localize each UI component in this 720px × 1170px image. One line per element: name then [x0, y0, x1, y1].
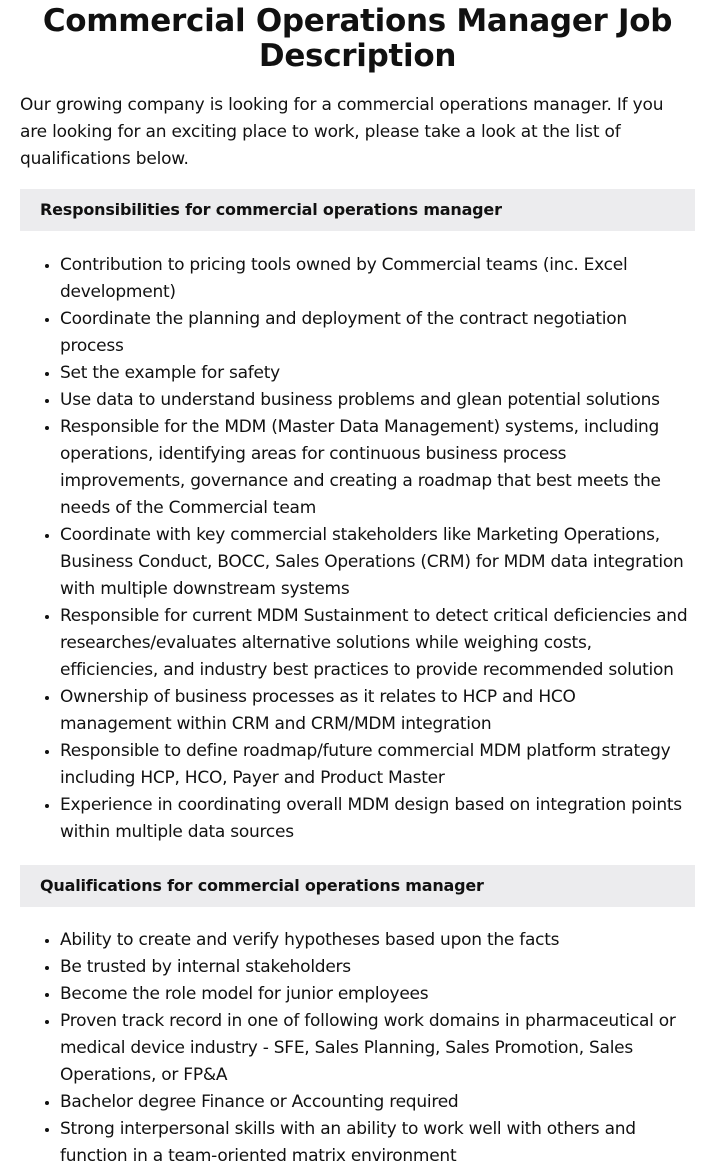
list-item: • Use data to understand business problems and glean potential solutions: [60, 387, 695, 414]
responsibilities-list: [20, 252, 695, 846]
list-item: • Ownership of business processes as it relates to HCP and HCO management within CRM and CRM/MDM integration: [60, 684, 695, 738]
list-item: • Experience in coordinating overall MDM design based on integration points within multiple data sources: [60, 792, 695, 846]
qualifications-heading: Qualifications for commercial operations manager: [20, 865, 695, 907]
responsibilities-heading: Responsibilities for commercial operations manager: [20, 189, 695, 231]
list-item: • Coordinate the planning and deployment of the contract negotiation process: [60, 306, 695, 360]
list-item: • Responsible for the MDM (Master Data Management) systems, including operations, identifying areas for continuous business process improvements, governance and creating a roadmap that best meets the needs of the Commercial team: [60, 414, 695, 522]
list-item: • Ability to create and verify hypotheses based upon the facts: [60, 927, 695, 954]
list-item: • Contribution to pricing tools owned by Commercial teams (inc. Excel development): [60, 252, 695, 306]
list-item: • Responsible for current MDM Sustainment to detect critical deficiencies and researches/evaluates alternative solutions while weighing costs, efficiencies, and industry best practices to provide recommended solution: [60, 603, 695, 684]
list-item: • Be trusted by internal stakeholders: [60, 954, 695, 981]
list-item: • Set the example for safety: [60, 360, 695, 387]
list-item: • Proven track record in one of following work domains in pharmaceutical or medical device industry - SFE, Sales Planning, Sales Promotion, Sales Operations, or FP&A: [60, 1008, 695, 1089]
list-item: • Strong interpersonal skills with an ability to work well with others and function in a team-oriented matrix environment: [60, 1116, 695, 1170]
page-title: Commercial Operations Manager Job Description: [42, 3, 673, 74]
intro-paragraph: Our growing company is looking for a commercial operations manager. If you are looking for an exciting place to work, please take a look at the list of qualifications below.: [20, 95, 664, 169]
list-item: • Bachelor degree Finance or Accounting required: [60, 1089, 695, 1116]
qualifications-list: [20, 927, 695, 1170]
list-item: • Become the role model for junior employees: [60, 981, 695, 1008]
list-item: • Responsible to define roadmap/future commercial MDM platform strategy including HCP, HCO, Payer and Product Master: [60, 738, 695, 792]
list-item: • Coordinate with key commercial stakeholders like Marketing Operations, Business Conduct, BOCC, Sales Operations (CRM) for MDM data integration with multiple downstream systems: [60, 522, 695, 603]
